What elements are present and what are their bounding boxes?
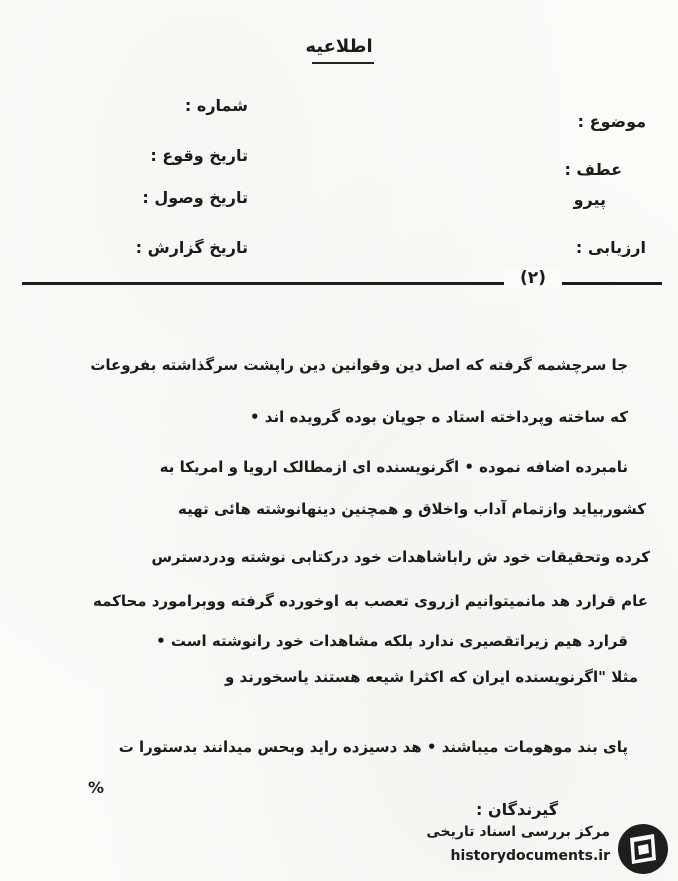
title-underline	[312, 62, 374, 64]
body-line: نامبرده اضافه نموده • اگرنویسنده ای ازمطالک ارویا و امریکا به	[159, 458, 628, 476]
body-line: عام قرارد هد مانمیتوانیم ازروی تعصب به اوخورده گرفته ووبرامورد محاکمه	[92, 592, 648, 610]
watermark	[396, 820, 674, 878]
recipients-label: گیرندگان :	[476, 800, 558, 819]
body-line: پای بند موهومات میباشند • هد دسیزده راید وبحس میدانند بدستورا ت	[118, 738, 628, 756]
field-event-date: تاریخ وقوع :	[150, 146, 248, 165]
body-line: جا سرچشمه گرفته که اصل دین وقوانین دین راپشت سرگذاشته بفروعات	[90, 356, 628, 374]
body-line: کرده وتحقیقات خود ش راباشاهدات خود درکتابی نوشته ودردسترس	[151, 548, 650, 566]
percent-mark: %	[88, 778, 105, 797]
archive-logo-icon	[616, 822, 670, 876]
body-line: کشوربیاید وازتمام آداب واخلاق و همچنین دینهانوشته هائی تهیه	[178, 500, 646, 518]
field-received-date: تاریخ وصول :	[142, 188, 248, 207]
field-report-date: تاریخ گزارش :	[135, 238, 248, 257]
document-title: اطلاعیه	[305, 36, 373, 57]
field-evaluation: ارزیابی :	[575, 238, 646, 257]
field-subject: موضوع :	[577, 112, 646, 131]
page-number: (۲)	[504, 268, 562, 288]
watermark-url: historydocuments.ir	[450, 848, 610, 864]
body-line: قرارد هیم زیراتقصیری ندارد بلکه مشاهدات خود رانوشته است •	[156, 632, 628, 650]
watermark-name: مرکز بررسی اسناد تاریخی	[426, 824, 610, 840]
body-line: مثلا "اگرنویسنده ایران که اکثرا شیعه هستند یاسخورند و	[225, 668, 638, 686]
field-number: شماره :	[184, 96, 248, 115]
header-divider	[22, 282, 662, 285]
field-follow-up: پیرو	[573, 190, 606, 209]
body-line: که ساخته وپرداخته استاد ه جویان بوده گرویده اند •	[249, 408, 628, 426]
field-reference: عطف :	[564, 160, 622, 179]
